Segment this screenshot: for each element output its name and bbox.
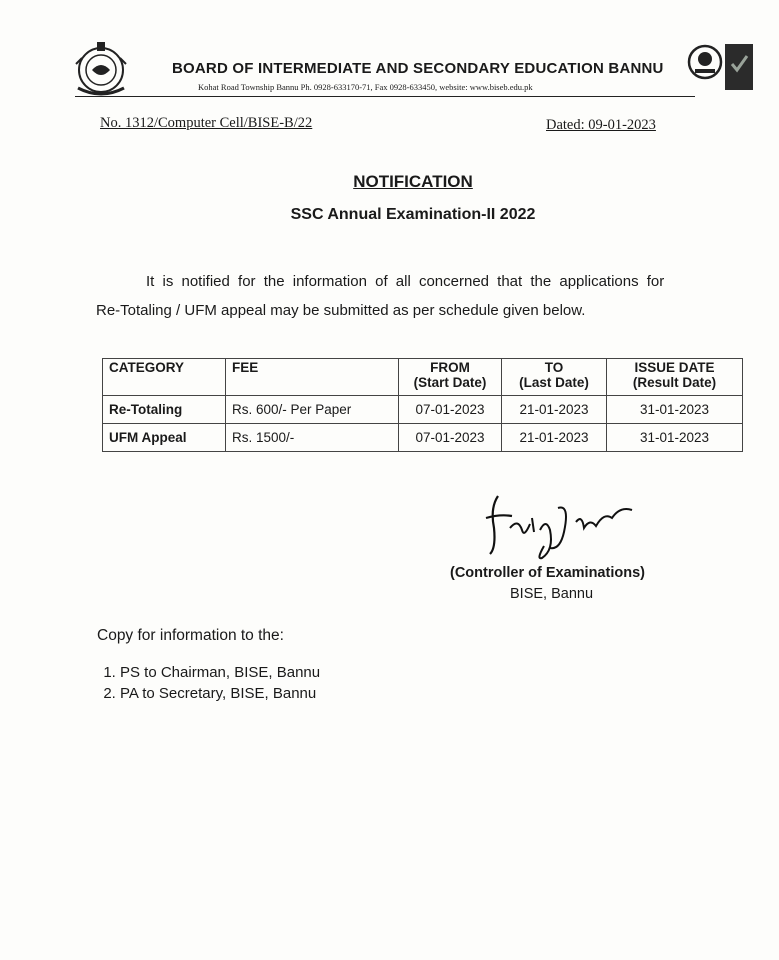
header-to-sub: (Last Date)	[519, 375, 589, 390]
row-fee: Rs. 1500/-	[226, 424, 399, 452]
table-row	[103, 396, 743, 424]
notification-heading: NOTIFICATION	[353, 172, 473, 191]
header-to-label: TO	[544, 360, 564, 375]
copy-recipients-list	[100, 662, 320, 704]
reference-number: No. 1312/Computer Cell/BISE-B/22	[100, 115, 313, 131]
row-category: Re-Totaling	[103, 396, 226, 424]
issue-date: Dated: 09-01-2023	[546, 117, 656, 133]
row-category: UFM Appeal	[103, 424, 226, 452]
list-item: 2. PA to Secretary, BISE, Bannu	[120, 683, 320, 704]
crest-icon	[687, 44, 723, 80]
row-to: 21-01-2023	[502, 424, 607, 452]
schedule-header-row	[103, 359, 743, 396]
header-issue-label: ISSUE DATE	[634, 360, 715, 375]
row-fee: Rs. 600/- Per Paper	[226, 396, 399, 424]
header-fee: FEE	[226, 359, 399, 396]
board-emblem-logo	[70, 38, 132, 100]
header-issue-date	[607, 359, 743, 396]
header-divider	[75, 96, 695, 97]
copy-to-heading: Copy for information to the:	[97, 627, 284, 644]
board-contact-line: Kohat Road Township Bannu Ph. 0928-633170-71, Fax 0928-633450, website: www.biseb.edu.pk	[198, 82, 533, 92]
row-from: 07-01-2023	[399, 424, 502, 452]
row-issue-date: 31-01-2023	[607, 424, 743, 452]
header-issue-sub: (Result Date)	[632, 375, 717, 390]
header-category: CATEGORY	[103, 359, 226, 396]
row-to: 21-01-2023	[502, 396, 607, 424]
body-text-line-1: It is notified for the information of all concerned that the applications for	[146, 273, 665, 290]
board-title: BOARD OF INTERMEDIATE AND SECONDARY EDUCATION BANNU	[172, 60, 664, 77]
handwritten-signature	[480, 488, 640, 560]
table-row	[103, 424, 743, 452]
header-from	[399, 359, 502, 396]
certification-badge-icon	[725, 44, 753, 90]
signatory-office: BISE, Bannu	[510, 586, 594, 602]
row-from: 07-01-2023	[399, 396, 502, 424]
exam-title: SSC Annual Examination-II 2022	[290, 206, 536, 223]
header-to	[502, 359, 607, 396]
header-from-label: FROM	[430, 360, 470, 375]
list-item: 1. PS to Chairman, BISE, Bannu	[120, 662, 320, 683]
signatory-designation: (Controller of Examinations)	[450, 565, 645, 581]
header-from-sub: (Start Date)	[413, 375, 487, 390]
schedule-table	[102, 358, 743, 452]
row-issue-date: 31-01-2023	[607, 396, 743, 424]
body-text-line-2: Re-Totaling / UFM appeal may be submitted as per schedule given below.	[96, 302, 586, 319]
